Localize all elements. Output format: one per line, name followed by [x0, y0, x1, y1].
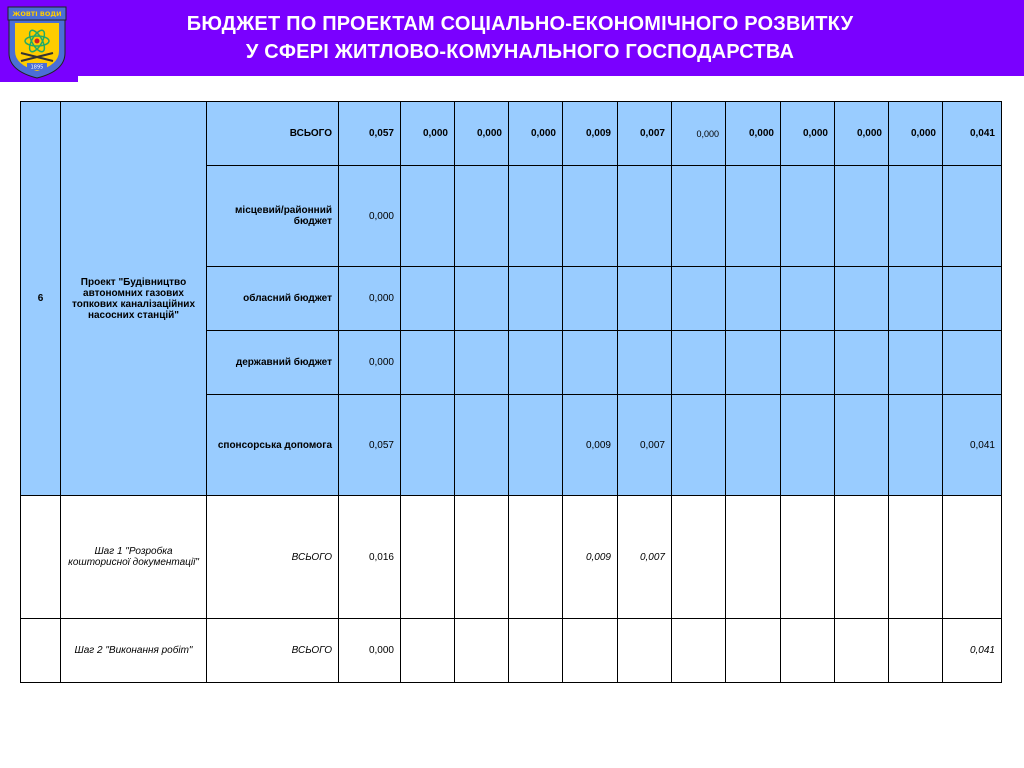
table-cell: [672, 619, 726, 683]
row-label: спонсорська допомога: [207, 395, 339, 496]
table-cell: [726, 496, 781, 619]
table-cell: [835, 331, 889, 395]
table-row-step-1: [21, 496, 1002, 619]
step-name: Шаг 1 "Розробка кошторисної документації": [61, 496, 207, 619]
table-cell: [563, 267, 618, 331]
table-cell: [21, 619, 61, 683]
table-cell: 0,000: [401, 102, 455, 166]
table-cell: [563, 331, 618, 395]
table-cell: 0,009: [563, 496, 618, 619]
table-cell: [563, 166, 618, 267]
table-cell: 0,009: [563, 102, 618, 166]
table-cell: [726, 166, 781, 267]
row-label: ВСЬОГО: [207, 619, 339, 683]
table-cell: [509, 331, 563, 395]
table-cell: [781, 267, 835, 331]
table-cell: [509, 395, 563, 496]
table-cell: [455, 395, 509, 496]
table-cell: [401, 166, 455, 267]
table-cell: [401, 267, 455, 331]
table-cell: [781, 166, 835, 267]
table-cell: [618, 331, 672, 395]
table-cell: [726, 619, 781, 683]
table-cell: [455, 619, 509, 683]
table-cell: [943, 267, 1002, 331]
table-cell: [889, 267, 943, 331]
table-cell: [618, 267, 672, 331]
table-cell: 0,041: [943, 395, 1002, 496]
table-cell: [672, 267, 726, 331]
table-cell: [781, 619, 835, 683]
page-title: [140, 10, 900, 66]
table-cell: [672, 395, 726, 496]
table-cell: 0,000: [509, 102, 563, 166]
table-cell: 0,007: [618, 496, 672, 619]
table-cell: 0,000: [835, 102, 889, 166]
table-row-total: [21, 102, 1002, 166]
table-cell: 0,007: [618, 102, 672, 166]
svg-text:1895: 1895: [30, 64, 44, 71]
table-cell: [889, 619, 943, 683]
table-cell: 0,000: [889, 102, 943, 166]
table-cell: [401, 496, 455, 619]
table-cell: [672, 166, 726, 267]
table-cell: 0,000: [726, 102, 781, 166]
budget-table: [20, 101, 1002, 683]
table-cell: 0,009: [563, 395, 618, 496]
row-total: 0,016: [339, 496, 401, 619]
table-cell: [835, 619, 889, 683]
table-row-step-2: [21, 619, 1002, 683]
table-cell: [835, 395, 889, 496]
project-number: 6: [21, 102, 61, 496]
table-cell: [21, 496, 61, 619]
table-cell: 0,041: [943, 102, 1002, 166]
table-cell: [509, 496, 563, 619]
table-cell: [455, 267, 509, 331]
table-cell: [509, 267, 563, 331]
table-cell: [781, 496, 835, 619]
table-cell: [618, 619, 672, 683]
table-cell: [889, 395, 943, 496]
table-cell: [401, 331, 455, 395]
table-cell: [889, 331, 943, 395]
table-cell: [835, 267, 889, 331]
table-cell: 0,000: [455, 102, 509, 166]
table-cell: 0,041: [943, 619, 1002, 683]
table-cell: [943, 496, 1002, 619]
header-separator: [78, 76, 1024, 82]
table-cell: [943, 166, 1002, 267]
row-total: 0,000: [339, 267, 401, 331]
table-cell: 0,000: [672, 102, 726, 166]
svg-text:ЖОВТІ ВОДИ: ЖОВТІ ВОДИ: [12, 10, 62, 18]
table-cell: [781, 331, 835, 395]
step-name: Шаг 2 "Виконання робіт": [61, 619, 207, 683]
row-label: обласний бюджет: [207, 267, 339, 331]
row-label: державний бюджет: [207, 331, 339, 395]
table-cell: [943, 331, 1002, 395]
table-cell: [509, 166, 563, 267]
table-cell: [455, 496, 509, 619]
row-total: 0,057: [339, 395, 401, 496]
table-cell: [455, 331, 509, 395]
table-cell: [401, 395, 455, 496]
row-label: ВСЬОГО: [207, 102, 339, 166]
table-cell: [509, 619, 563, 683]
table-cell: [726, 331, 781, 395]
table-cell: [401, 619, 455, 683]
title-line-2: У СФЕРІ ЖИТЛОВО-КОМУНАЛЬНОГО ГОСПОДАРСТВА: [245, 41, 795, 63]
table-cell: [672, 331, 726, 395]
row-total: 0,000: [339, 166, 401, 267]
table-cell: [835, 166, 889, 267]
project-name: Проект "Будівництво автономних газових топкових каналізаційних насосних станцій": [61, 102, 207, 496]
table-cell: [563, 619, 618, 683]
table-cell: [835, 496, 889, 619]
city-coat-of-arms-icon: [5, 5, 69, 81]
table-cell: [726, 267, 781, 331]
table-cell: [455, 166, 509, 267]
table-cell: [726, 395, 781, 496]
table-cell: 0,007: [618, 395, 672, 496]
row-label: місцевий/районний бюджет: [207, 166, 339, 267]
row-total: 0,000: [339, 619, 401, 683]
row-total: 0,000: [339, 331, 401, 395]
table-cell: [618, 166, 672, 267]
table-cell: [781, 395, 835, 496]
table-cell: 0,000: [781, 102, 835, 166]
title-line-1: БЮДЖЕТ ПО ПРОЕКТАМ СОЦІАЛЬНО-ЕКОНОМІЧНОГО РОЗВИТКУ: [186, 13, 854, 35]
row-label: ВСЬОГО: [207, 496, 339, 619]
row-total: 0,057: [339, 102, 401, 166]
table-cell: [889, 166, 943, 267]
table-cell: [889, 496, 943, 619]
table-cell: [672, 496, 726, 619]
